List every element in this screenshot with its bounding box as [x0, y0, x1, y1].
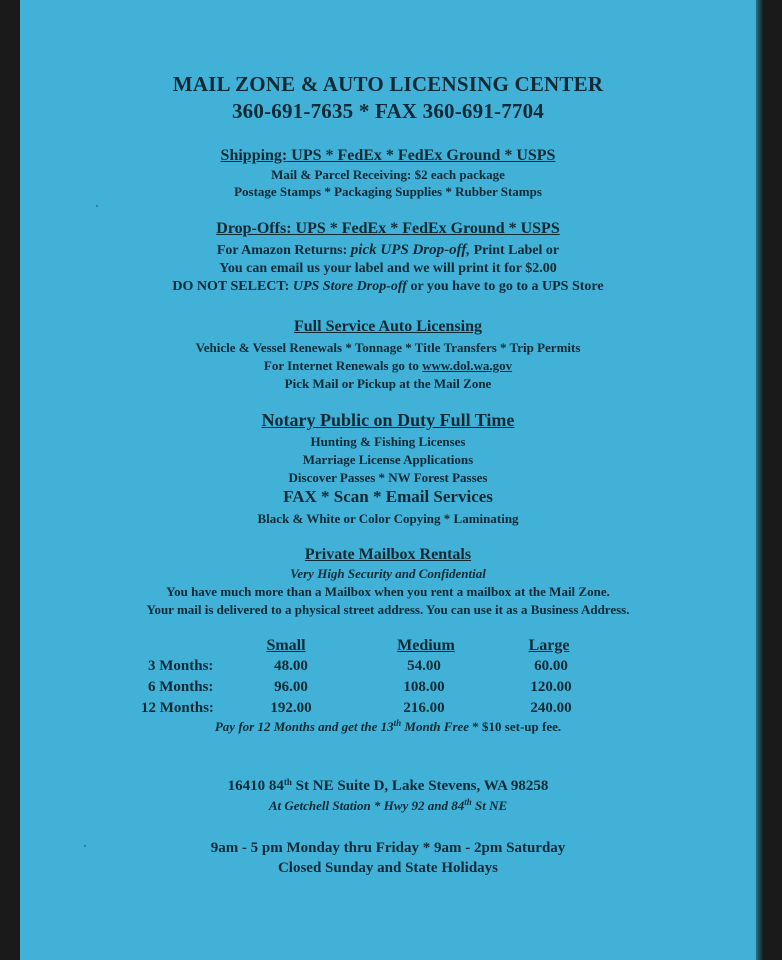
email-label-line: You can email us your label and we will print it for $2.00 [219, 261, 557, 276]
shipping-line-2: Postage Stamps * Packaging Supplies * Rubber Stamps [234, 184, 542, 199]
business-hours: 9am - 5 pm Monday thru Friday * 9am - 2pm Saturday [210, 840, 566, 856]
page-edge-shadow [756, 0, 764, 960]
copying-line: Black & White or Color Copying * Laminating [257, 511, 519, 526]
auto-licensing-heading: Full Service Auto Licensing [294, 318, 482, 335]
dropoffs-heading: Drop-Offs: UPS * FedEx * FedEx Ground * USPS [216, 220, 560, 237]
paper-speck [96, 205, 98, 207]
price-3m-large: 60.00 [534, 658, 568, 674]
price-3m-small: 48.00 [274, 658, 308, 674]
pricing-note: Pay for 12 Months and get the 13th Month Free * $10 set-up fee. [214, 718, 562, 734]
amazon-returns-line: For Amazon Returns: pick UPS Drop-off, Print Label or [216, 242, 560, 258]
column-header-small: Small [266, 637, 306, 654]
do-not-select-line: DO NOT SELECT: UPS Store Drop-off or you have to go to a UPS Store [172, 279, 604, 294]
mailbox-subheading: Very High Security and Confidential [290, 566, 486, 581]
row-label-6-months: 6 Months: [148, 679, 214, 695]
auto-line-3: Pick Mail or Pickup at the Mail Zone [284, 376, 492, 391]
mailbox-heading: Private Mailbox Rentals [304, 546, 472, 563]
address-landmark: At Getchell Station * Hwy 92 and 84th St NE [268, 797, 508, 813]
notary-heading: Notary Public on Duty Full Time [261, 410, 515, 430]
price-12m-medium: 216.00 [403, 700, 445, 716]
auto-line-2: For Internet Renewals go to www.dol.wa.gov [263, 358, 513, 373]
price-6m-small: 96.00 [274, 679, 308, 695]
shipping-heading: Shipping: UPS * FedEx * FedEx Ground * USPS [220, 147, 556, 164]
row-label-12-months: 12 Months: [141, 700, 214, 716]
price-12m-small: 192.00 [270, 700, 312, 716]
mailbox-line-2: Your mail is delivered to a physical street address. You can use it as a Business Address. [146, 602, 630, 617]
notary-line-1: Hunting & Fishing Licenses [310, 434, 466, 449]
shipping-line-1: Mail & Parcel Receiving: $2 each package [271, 167, 505, 182]
column-header-medium: Medium [397, 637, 455, 654]
price-12m-large: 240.00 [530, 700, 572, 716]
price-6m-medium: 108.00 [403, 679, 445, 695]
price-6m-large: 120.00 [530, 679, 572, 695]
phone-fax-line: 360-691-7635 * FAX 360-691-7704 [231, 99, 545, 123]
price-3m-medium: 54.00 [407, 658, 441, 674]
fax-scan-email-line: FAX * Scan * Email Services [283, 487, 493, 506]
closed-days: Closed Sunday and State Holidays [277, 860, 499, 876]
auto-line-1: Vehicle & Vessel Renewals * Tonnage * Title Transfers * Trip Permits [195, 340, 581, 355]
notary-line-2: Marriage License Applications [302, 452, 474, 467]
column-header-large: Large [528, 637, 570, 654]
page-title: MAIL ZONE & AUTO LICENSING CENTER [172, 72, 604, 96]
mailbox-line-1: You have much more than a Mailbox when you rent a mailbox at the Mail Zone. [166, 584, 610, 599]
street-address: 16410 84th St NE Suite D, Lake Stevens, WA 98258 [227, 777, 549, 794]
row-label-3-months: 3 Months: [148, 658, 214, 674]
dol-website-link[interactable]: www.dol.wa.gov [422, 358, 513, 373]
notary-line-3: Discover Passes * NW Forest Passes [288, 470, 488, 485]
